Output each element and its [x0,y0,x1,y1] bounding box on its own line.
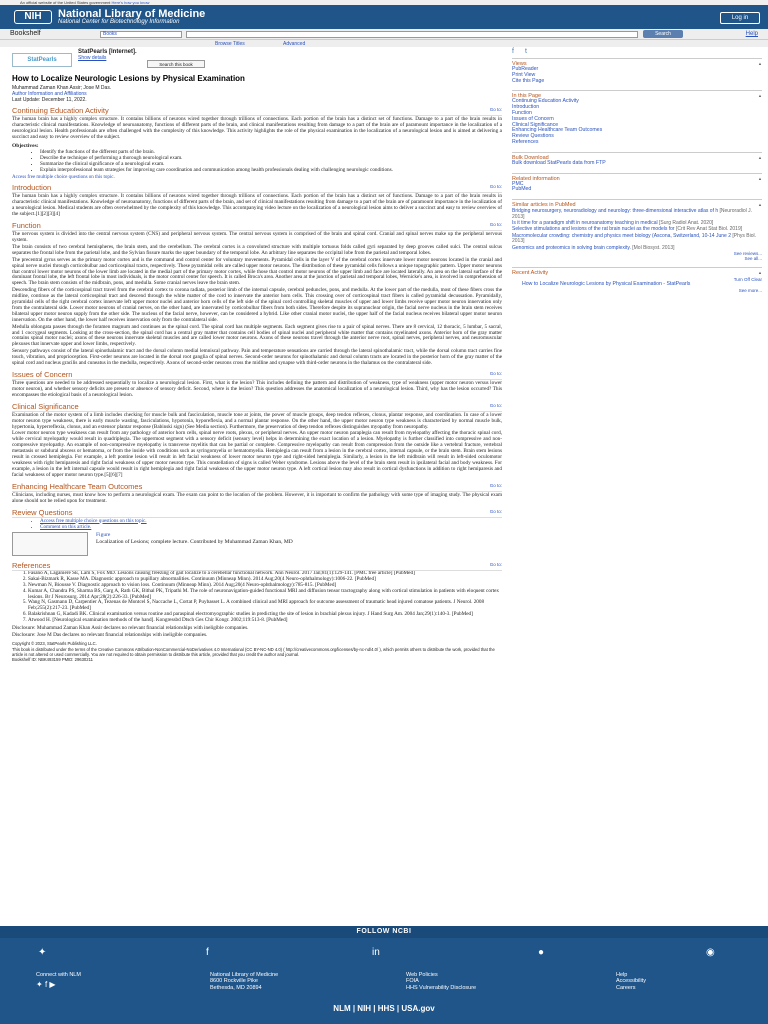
section-heading: Introduction Go to: [12,183,502,193]
inpage-link[interactable]: Enhancing Healthcare Team Outcomes [512,127,603,134]
nlm-address: National Library of Medicine 8600 Rockville Pike Bethesda, MD 20894 [210,972,279,991]
facebook-icon[interactable]: f [44,980,48,989]
pubmed-link[interactable]: PubMed [512,186,532,193]
goto-link[interactable]: Go to: [489,482,502,488]
collapse-icon[interactable]: ▲ [758,202,762,208]
copyright: Copyright © 2023, StatPearls Publishing LLC. [12,641,97,647]
goto-link[interactable]: Go to: [489,561,502,567]
clear-link[interactable]: Clear [751,277,762,282]
paragraph: Descending fibers of the corticospinal tract travel from the cerebral cortex to corona radiata, posterior limb of the internal capsule, cerebral peduncles, pons, and medulla. At the lower part of the medulla, most of these fibers cross the midline, continue as the lateral corticospinal tract and descend through the white matter of the cord to innervate the anterior horn cells. This crossing over of corticospinal tract fibers is called pyramidal decussation. Pyramidally, pyramidal cells of the right cerebral cortex innervate left upper motor nuclei and anterior horn cells of the left side of the spinal cord controlling skeletal muscles of upper and lower limbs receive upper motor neuron innervation only from the contralateral side. Lower motor neurons of cranial nerves, on the other hand, are innervated by corticobulbar fibers from both sides. Therefore despite its supranuclear origin, the facial nerve nucleus in the brain stem receives bilateral upper motor neuron supply from the other side. The nucleus of the facial nerve, however, can be considered a hybrid. Like other cranial motor nuclei, the upper half of the facial nucleus receives bilateral upper motor neuron innervation. On the other hand, the lower half receives innervation only from the contralateral side. [12,287,502,323]
login-button[interactable]: Log in [720,12,760,24]
goto-link[interactable]: Go to: [489,107,502,112]
inpage-link[interactable]: References [512,138,539,145]
reference-item: 6. Balakrishnan G, Kadadi BK. Clinical examination versus routine and paraspinal electromyographic studies in predicting the site of lesion in brachial plexus injury. J Hand Surg Am. 2004 Jan;29(1):140-3. [PubMed] [28,612,502,618]
paragraph: Three questions are needed to be addressed sequentially to localize a neurological lesion. First, what is the lesion? This includes defining the pattern and distribution of weakness, type of weakness (upper motor neuron versus lower motor neuron), and whether sensory deficits are present or absence of sensory deficit. Second, where is the lesion? This question addresses the anatomical localization of a neurological lesion. Third, why has the lesion occurred? This encompasses the etiological basis of a neurological lesion. [12,380,502,398]
goto-link[interactable]: Go to: [489,371,502,376]
agency-links[interactable]: NLM | NIH | HHS | USA.gov [333,1004,435,1013]
paragraph: The precentral gyrus serves as the primary motor cortex and is the command and control center for voluntary movements. Pyramidal cells in the layer V of the cerebral cortex innervate lower motor neurons located in the cranial and spinal nerve nuclei through corticobulbar and corticospinal tracts, respectively. These pyramidal cells are called upper motor neurons. The distribution of these pyramidal cells follows a unique topographic pattern. Upper motor neurons that control lower motor neurons of the lower limb are located in the medial part of the primary motor cortex, while those that control motor neurons of the upper limb and face are located laterally. An area on the lateral surface of the dominant frontal lobe, the left frontal lobe in most individuals, is the motor control center for speech. It is called Broca's area. Another area at the junction of parietal and temporal lobes, Wernicke's area, is involved in comprehension of speech. The brain stem consists of the midbrain, pons, and medulla. Some cranial nerves leave the brain stem. [12,256,502,287]
reference-item: 2. Sakai-Bizmark R, Kasse MA. Diagnostic approach to pupillary abnormalities. Continuum (Minneap Minn). 2014 Aug;20(4 Neuro-ophthalmology):1006-22. [PubMed] [28,577,502,583]
search-input[interactable] [186,31,638,38]
inpage-link[interactable]: Issues of Concern [512,115,554,122]
facebook-icon[interactable]: f [206,947,209,958]
social-links [0,938,768,968]
bulk-heading: Bulk Download ▲ [512,152,762,161]
site-subtitle: National Center for Biotechnology Information [58,19,180,25]
book-cover[interactable]: StatPearls [12,53,72,67]
last-update: Last Update: December 11, 2022. [12,97,87,103]
show-details-link[interactable]: Show details [78,55,107,61]
book-header [12,48,502,70]
help-link[interactable]: Help [745,31,758,37]
twitter-icon[interactable]: t [525,48,527,55]
social-icons [36,982,56,988]
paragraph: The brain consists of two cerebral hemispheres, the brain stem, and the cerebellum. The cerebral cortex is a convoluted structure with multiple tortuous folds called gyri separated by deep grooves called sulci. The central sulcus separates the frontal lobe from the parietal lobe, and the Sylvian fissure marks the upper boundary of the temporal lobe. An arbitrary line separates the occipital lobe from the parietal and temporal lobes. [12,243,502,256]
paragraph: The nervous system is divided into the central nervous system (CNS) and peripheral nervous system. The central nervous system is comprised of the brain and spinal cord. Cranial and spinal nerves make up the peripheral nervous system. [12,231,502,243]
objectives-label: Objectives: [12,142,39,149]
cite-link[interactable]: Cite this Page [512,77,545,84]
goto-link[interactable]: Go to: [489,222,502,228]
bulk-download-link[interactable]: Bulk download StatPearls data from FTP [512,159,606,166]
paragraph: Sensory pathways consist of the lateral spinothalamic tract and the dorsal column medial lemniscal pathway. Pain and temperature sensations are carried through the lateral spinothalamic tract, while the dorsal column tract carries fine touch, vibration, and proprioception. First-order neurons are located in the dorsal root ganglia of spinal nerves. Second-order neurons for spinothalamic and dorsal column tracts are located in the posterior horn of the gray matter of the spinal cord and nucleus gracilis and cuneatus in the medulla, respectively. Axons of second-order neurons cross the midline and synapse with third-order neurons in the thalamus on the contralateral side. [12,348,502,367]
database-select[interactable]: Books [100,31,182,38]
site-footer [0,926,768,1024]
disclosure: Disclosure: Muhammad Zaman Khan Assir declares no relevant financial relationships with ineligible companies. [12,625,249,632]
print-view-link[interactable]: Print View [512,71,536,78]
share-bar [512,48,762,56]
pmc-link[interactable]: PMC [512,180,524,187]
pubreader-link[interactable]: PubReader [512,66,539,72]
paragraph: The human brain has a highly complex structure. It contains billions of neurons wired together through trillions of connections. Each portion of the brain has a distinct set of functions. Damage to a part of the brain results in characteristic clinical manifestations. Knowledge of neuroanatomy, functions of different parts of the brain, and clinical manifestations resulting from damage to a part of the brain are of paramount importance in the localization of a neurological lesion. Health professionals are often challenged with the complexity of this knowledge. This activity highlights the role of the physical examination in the localization of a neurological lesion and is aimed at delivering a succinct and easy to review overview of the subject. [12,116,502,140]
sidebar [512,48,762,368]
review-list [40,518,502,530]
views-heading: Views ▲ [512,58,762,67]
collapse-icon[interactable]: ▲ [758,93,762,99]
youtube-icon[interactable]: ▶ [49,980,56,989]
search-sublinks [0,40,768,47]
affiliations-link[interactable]: Author Information and Affiliations [12,91,87,97]
inpage-link[interactable]: Clinical Significance [512,121,559,128]
gov-banner: An official website of the United States government Here's how you know [0,0,768,5]
see-all-link[interactable]: See all... [744,256,762,261]
github-icon[interactable]: ● [538,947,545,958]
reference-item: 3. Newman N, Biousse V. Diagnostic approach to vision loss. Continuum (Minneap Minn). 2014 Aug;20(4 Neuro-ophthalmology):785-815. [PubMed] [28,583,502,589]
article-content [12,48,502,922]
goto-link[interactable]: Go to: [489,402,502,408]
see-reviews-link[interactable]: See reviews... [733,251,762,256]
free-questions-link[interactable]: • Access free multiple choice questions on this topic. [40,518,502,524]
recent-heading: Recent Activity ▲ [512,267,762,276]
list-item: • Explain interprofessional team strategies for improving care coordination and communication among health professionals dealing with challenging neurologic conditions. [40,167,502,173]
search-bar [0,29,768,40]
collapse-icon[interactable]: ▲ [758,175,762,181]
article-title: How to Localize Neurologic Lesions by Physical Examination [12,74,245,83]
figure-caption: Localization of Lesions; complete lecture. Contributed by Muhammad Zaman Khan, MD [96,538,293,545]
list-item: • Identify the functions of the different parts of the brain. [40,149,502,155]
bookshelf-id: Bookshelf ID: NBK493159 PMID: 29630211 [12,657,93,663]
collapse-icon[interactable]: ▲ [758,61,762,66]
see-more-link[interactable]: See more... [738,287,762,293]
browse-titles-link[interactable]: Browse Titles [215,41,245,47]
related-heading: Related information ▲ [512,173,762,182]
reference-list [28,571,502,624]
site-header [0,5,768,29]
rss-icon[interactable]: ◉ [706,947,715,958]
section-heading: References Go to: [12,560,502,570]
section-heading: Clinical Significance Go to: [12,401,502,411]
collapse-icon[interactable]: ▲ [758,154,762,160]
inpage-link[interactable]: Review Questions [512,133,554,140]
bookshelf-label: Bookshelf [10,30,41,37]
paragraph: Medulla oblongata passes through the foramen magnum and continues as the spinal cord. The spinal cord has multiple segments. Each segment gives rise to a pair of spinal nerves. There are 8 cervical, 12 thoracic, 5 lumbar, 5 sacral, and 1 coccygeal segments. Looking at the cross-section, the spinal cord has a central gray matter that contains cell bodies of spinal nuclei and peripheral white matter that contains myelinated axons. Anterior horn of the gray matter contains spinal motor nuclei; axons of these neurons innervate skeletal muscles and are called lower motor neurons. Axons of these neurons travel through the anterior nerve root, spinal nerves, peripheral nerves, and neuromuscular plexuses that innervate upper and lower limbs, respectively. [12,323,502,348]
paragraph: Clinicians, including nurses, must know how to perform a neurological exam. The exam can point to the location of the problem. However, it is important to confirm the pathology with some type of imaging study. The physical exam alone should not be relied upon for treatment. [12,491,502,504]
inpage-link[interactable]: Continuing Education Activity [512,98,579,105]
similar-article[interactable]: Bridging neurosurgery, neuroradiology and neurology: three-dimensional interactive atlas of h [Neuroradiol J. 2013] [512,208,753,220]
list-item: • Summarize the clinical significance of a neurological exam. [40,161,502,167]
objectives-list [40,149,502,174]
inpage-link[interactable]: Introduction [512,104,540,111]
twitter-icon[interactable]: ✦ [36,980,43,989]
facebook-icon[interactable]: f [512,48,514,55]
similar-heading: Similar articles in PubMed ▲ [512,199,762,208]
recent-item[interactable]: How to Localize Neurologic Lesions by Physical Examination - StatPearls [522,281,691,287]
free-questions-link[interactable]: Access free multiple choice questions on this topic. [12,175,115,181]
section-heading: Review Questions Go to: [12,507,502,517]
reference-item: 5. Wang N, Gasmann D, Carpentier A, Tezenas de Montcel S, Naccache L, Cortat P, Puybasset L. A combined clinical and MRI approach for outcome assessment of traumatic head injured comatose patients. J Neurol. 2008 Feb;255(2):217-23. [PubMed] [28,600,502,612]
linkedin-icon[interactable]: in [372,947,380,958]
authors: Muhammad Zaman Khan Assir; Jose M Das. [12,85,112,91]
inpage-heading: In this Page ▲ [512,90,762,99]
twitter-icon[interactable]: ✦ [38,947,47,958]
section-heading: Enhancing Healthcare Team Outcomes Go to: [12,481,502,491]
nih-logo[interactable]: NIH [14,10,52,24]
connect-label: Connect with NLM [36,972,81,978]
goto-link[interactable]: Go to: [489,508,502,514]
similar-article[interactable]: Is it time for a paradigm shift in neuroanatomy teaching in medical [Surg Radiol Anat. 2020] [512,219,714,226]
collapse-icon[interactable]: ▲ [758,270,762,275]
similar-article[interactable]: Genomics and proteomics in solving brain complexity. [Mol Biosyst. 2013] [512,244,675,251]
list-item: • Describe the technique of performing a thorough neurological exam. [40,155,502,161]
reference-item: 4. Kumar A, Chandra PS, Sharma BS, Garg A, Rath GK, Bithal PK, Tripathi M. The role of neuronavigation-guided functional MRI and diffusion tensor tractography along with cortical stimulation in patients with eloquent cortex lesions. Br J Neurosurg. 2014 Apr;28(2):226-33. [PubMed] [28,589,502,601]
figure [12,532,502,558]
policy-links: Web Policies FOIA HHS Vulnerability Disclosure [406,972,477,991]
disclosure: Disclosure: Jose M Das declares no relevant financial relationships with ineligible companies. [12,632,208,639]
section-heading: Continuing Education Activity Go to: [12,106,502,115]
figure-thumbnail[interactable] [12,532,88,556]
reference-item: 1. Fasano A, Laganiere SE, Lam S, Fox MD. Lesions causing freezing of gait localize to a cerebellar functional network. Ann Neurol. 2017 Jan;81(1):129-141. [PMC free article] [PubMed] [28,571,502,577]
section-heading: Function Go to: [12,221,502,231]
follow-heading: FOLLOW NCBI [0,926,768,938]
search-book-button[interactable]: Search this book [147,60,205,68]
inpage-link[interactable]: Function [512,109,532,116]
site-title[interactable]: National Library of Medicine [58,8,206,20]
comment-link[interactable]: • Comment on this article. [40,524,502,530]
paragraph: The human brain has a highly complex structure. It contains billions of neurons wired together through trillions of connections. Each portion of the brain has a distinct set of functions. Damage to a part of the brain results in characteristic clinical manifestations. Knowledge of neuroanatomy, functions of different parts of the brain, and set of clinical manifestations resulting from damage to a part of the brain are of paramount importance in the localization of a neurological lesion. Medical students are often overwhelmed by the complexity of this knowledge. This accompanying video lecture on the localization of a neurological lesion aims to deliver a succinct and easy to review overview of the subject.[1][2][3][4] [12,193,502,218]
paragraph: Examination of the motor system of a limb includes checking for muscle bulk and fasciculation, muscle tone at joints, the power of muscle groups, deep tendon reflexes, clonus, plantar response, and coordination. In case of a lower motor neuron type weakness, there is early muscle wasting, fasciculations, hypotonia, hyporeflexia, and a normal plantar response. On the other hand, the upper motor neuron type weakness is characterized by normal muscle bulk, hypertonia, hyperreflexia, clonus, and an extensor plantar response (Babinski sign) (See Media section). Furthermore, the preservation of deep tendon reflexes distinguishes myopathy from neuropathy. [12,411,502,430]
similar-article[interactable]: Macromolecular crowding: chemistry and physics meet biology (Ascona, Switzerland, 10-14 June 2 [Phys Biol. 2013] [512,232,757,245]
similar-article[interactable]: Selective stimulations and lesions of the rat brain nuclei as the models for [Crit Rev Anat Stat Biol. 2019] [512,226,743,233]
turn-off-link[interactable]: Turn Off [733,277,750,282]
figure-link[interactable]: Figure [96,531,111,538]
paragraph: Lower motor neuron type weakness can result from any pathology of anterior horn cells, spinal nerve roots, plexus, or peripheral nerves. An upper motor neuron paraplegia can result from myelopathy affecting the thoracic spinal cord, while cervical myelopathy would result in quadriplegia. The uppermost segment with a sensory deficit (sensory level) helps in determining the exact location of a lesion. Myelopathy is further classified into compressive and non-compressive myelopathy. An example of non-compressive myelopathy is transverse myelitis that can be partial or complete. Compressive myelopathy can result from compression from the outside like a vertebral fracture, vertebral metastasis or subdural abscess or hematoma, or from the inside with conditions such as syringomyelia or hematomyelia. Hemiplegia can result from a lesion in the cerebral cortex, internal capsule, or the brain stem. Brain stem lesions result in crossed hemiplegia. For example, a left pontine lesion will result in left facial weakness of lower motor neuron type and right-sided hemiplegia. Similarly, a lesion in the left midbrain will result in left-sided oculomotor weakness with right hemiparesis and right facial weakness of upper motor neuron type. This constellation of signs is called Weber syndrome. Lesions above the level of the brain stem result in ipsilateral facial and body weakness. For example, a lesion in the left internal capsule would result in right hemiplegia and right facial weakness of the upper motor neuron type. A left cortical lesion may also result in cortical dysfunctions in addition to right hemiparesis and facial weakness of upper motor neuron type.[5][6][7] [12,430,502,478]
search-button[interactable]: Search [643,30,683,38]
help-links: Help Accessibility Careers [616,972,646,991]
book-title: StatPearls [Internet]. [78,49,137,55]
section-heading: Issues of Concern Go to: [12,370,502,379]
reference-item: 7. Atwood H. [Neurological examination methods of the hand]. Kongressbd Dtsch Ges Chir Kongr. 2002;119:513-8. [PubMed] [28,618,502,624]
gov-banner-link[interactable]: Here's how you know [111,0,150,5]
license: This book is distributed under the terms of the Creative Commons Attribution-NonCommercial-NoDerivatives 4.0 International (CC BY-NC-ND 4.0) ( http://creativecommons.org/licenses/by-nc-nd/4.0/ ), which permits others to distribute the work, provided that the article is not altered or used commercially. You are not required to obtain permission to distribute this article, provided that you credit the author and journal. [12,646,495,657]
goto-link[interactable]: Go to: [489,184,502,190]
advanced-link[interactable]: Advanced [283,41,306,47]
